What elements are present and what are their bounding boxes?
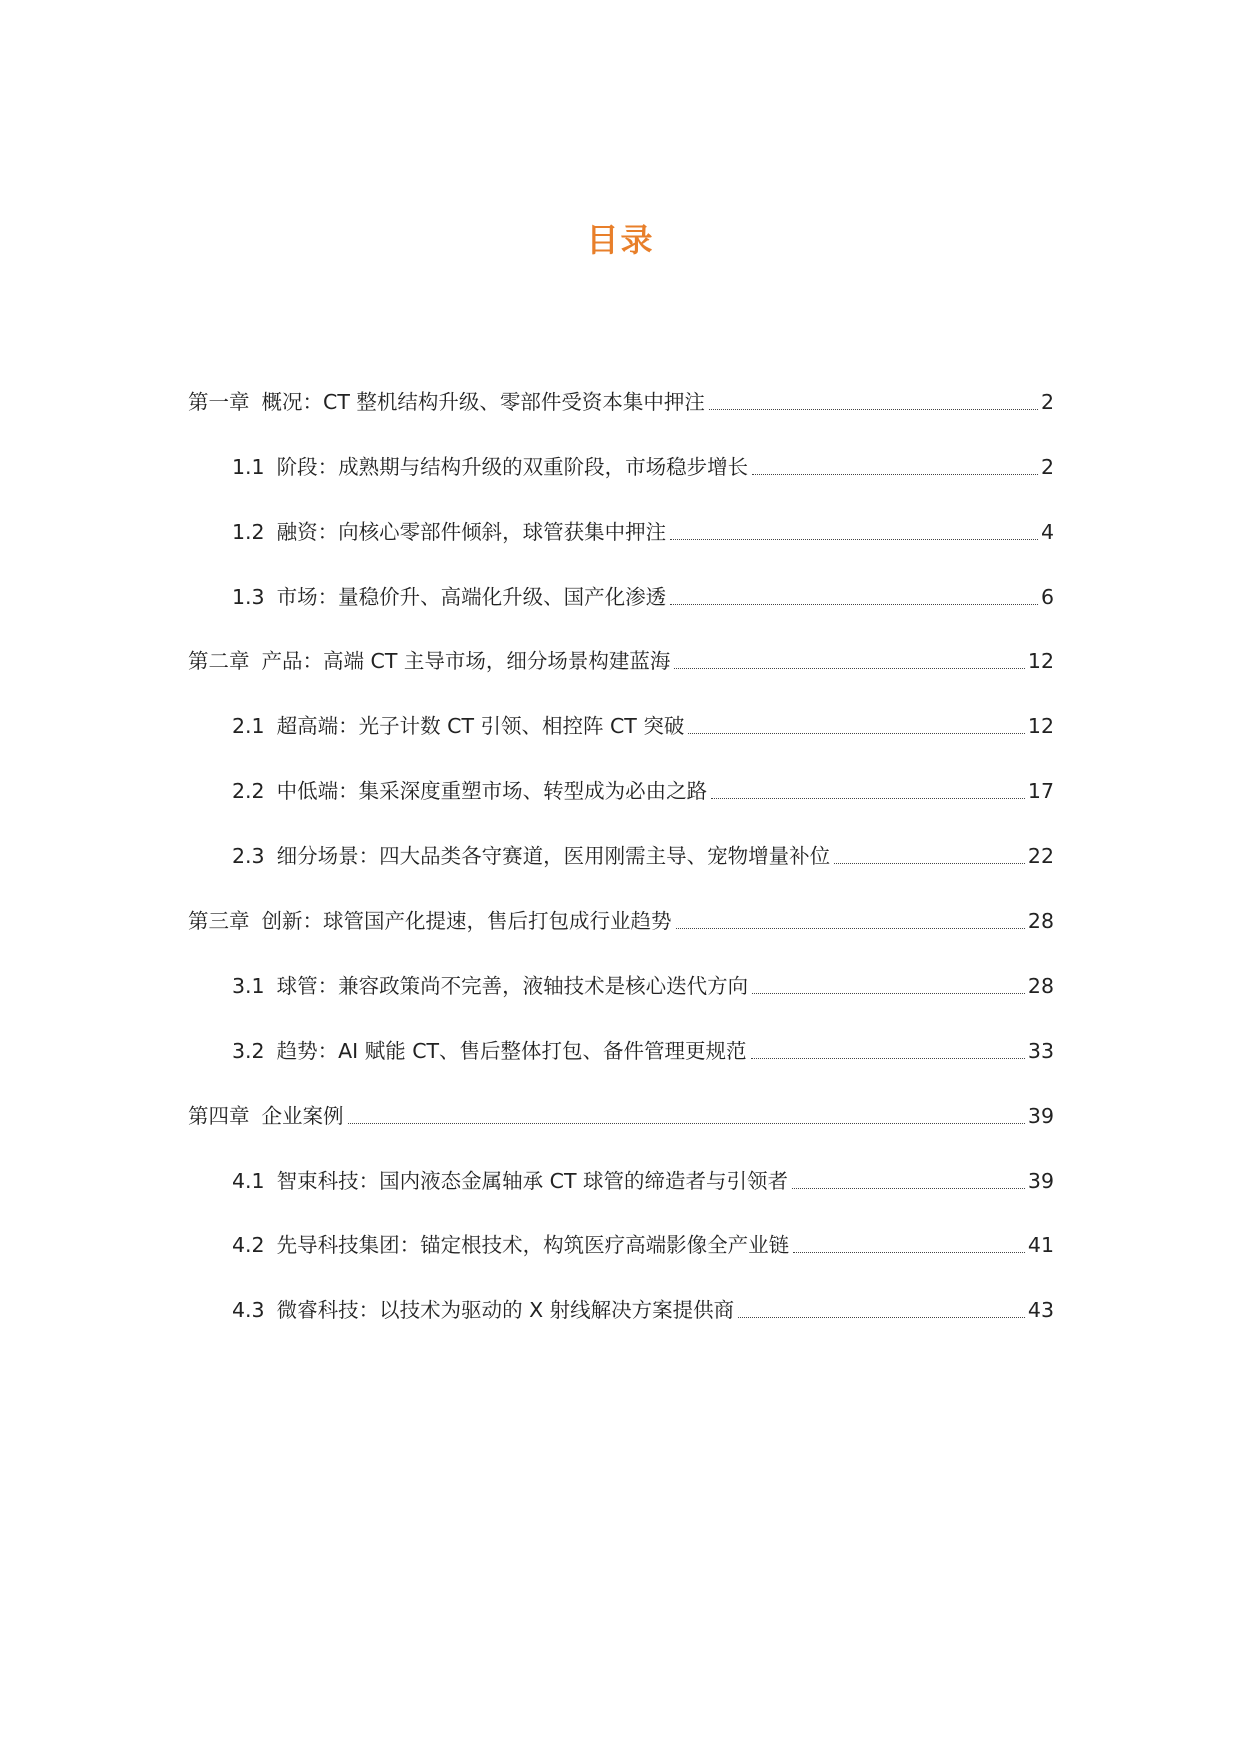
toc-entry-page: 2 xyxy=(1040,454,1054,479)
toc-entry-page: 6 xyxy=(1040,584,1054,609)
toc-dot-leader xyxy=(676,928,1025,929)
toc-entry-title: 超高端：光子计数 CT 引领、相控阵 CT 突破 xyxy=(276,714,685,739)
toc-entry-title: 市场：量稳价升、高端化升级、国产化渗透 xyxy=(276,584,667,609)
toc-entry-title: 先导科技集团：锚定根技术，构筑医疗高端影像全产业链 xyxy=(276,1233,790,1258)
toc-entry-page: 43 xyxy=(1027,1298,1054,1323)
toc-entry-number: 4.1 xyxy=(232,1168,265,1193)
toc-entry-page: 17 xyxy=(1027,779,1054,804)
toc-entry-title: 产品：高端 CT 主导市场，细分场景构建蓝海 xyxy=(261,649,671,674)
toc-entry-chapter-3[interactable] xyxy=(188,871,1054,936)
toc-entry-number: 4.3 xyxy=(232,1298,265,1323)
page-title: 目录 xyxy=(586,221,655,259)
toc-entry-page: 28 xyxy=(1027,909,1054,934)
toc-entry-chapter-4[interactable] xyxy=(188,1066,1054,1131)
toc-dot-leader xyxy=(834,863,1025,864)
toc-dot-leader xyxy=(751,1058,1025,1059)
toc-entry-title: 智束科技：国内液态金属轴承 CT 球管的缔造者与引领者 xyxy=(276,1168,788,1193)
toc-entry-title: 中低端：集采深度重塑市场、转型成为必由之路 xyxy=(276,779,708,804)
toc-entry-page: 2 xyxy=(1040,389,1054,414)
toc-entry-title: 概况：CT 整机结构升级、零部件受资本集中押注 xyxy=(261,389,705,414)
toc-entry-4-2[interactable] xyxy=(188,1196,1054,1261)
toc-entry-chapter-2[interactable] xyxy=(188,612,1054,677)
toc-entry-page: 39 xyxy=(1027,1103,1054,1128)
toc-entry-number: 2.1 xyxy=(232,714,265,739)
toc-entry-1-2[interactable] xyxy=(188,482,1054,547)
toc-entry-number: 第二章 xyxy=(188,649,250,674)
toc-entry-number: 第一章 xyxy=(188,389,250,414)
toc-entry-number: 2.3 xyxy=(232,844,265,869)
toc-entry-1-1[interactable] xyxy=(188,417,1054,482)
toc-entry-4-3[interactable] xyxy=(188,1260,1054,1325)
toc-dot-leader xyxy=(670,539,1038,540)
toc-entry-number: 4.2 xyxy=(232,1233,265,1258)
toc-entry-title: 融资：向核心零部件倾斜，球管获集中押注 xyxy=(276,519,667,544)
toc-entry-chapter-1[interactable] xyxy=(188,352,1054,417)
toc-entry-number: 3.1 xyxy=(232,973,265,998)
toc-dot-leader xyxy=(688,733,1025,734)
toc-entry-number: 3.2 xyxy=(232,1038,265,1063)
toc-entry-page: 39 xyxy=(1027,1168,1054,1193)
toc-entry-page: 12 xyxy=(1027,714,1054,739)
toc-entry-number: 第四章 xyxy=(188,1103,250,1128)
toc-entry-page: 33 xyxy=(1027,1038,1054,1063)
toc-entry-title: 球管：兼容政策尚不完善，液轴技术是核心迭代方向 xyxy=(276,973,749,998)
toc-dot-leader xyxy=(792,1188,1025,1189)
toc-entry-title: 阶段：成熟期与结构升级的双重阶段，市场稳步增长 xyxy=(276,454,749,479)
toc-entry-2-3[interactable] xyxy=(188,806,1054,871)
toc-entry-page: 22 xyxy=(1027,844,1054,869)
toc-entry-number: 2.2 xyxy=(232,779,265,804)
toc-entry-3-1[interactable] xyxy=(188,936,1054,1001)
toc-entry-1-3[interactable] xyxy=(188,547,1054,612)
toc-dot-leader xyxy=(348,1123,1025,1124)
toc-entry-2-2[interactable] xyxy=(188,741,1054,806)
toc-entry-title: 创新：球管国产化提速，售后打包成行业趋势 xyxy=(261,909,672,934)
table-of-contents xyxy=(188,352,1054,1325)
toc-dot-leader xyxy=(674,668,1025,669)
toc-dot-leader xyxy=(752,474,1038,475)
toc-entry-number: 1.2 xyxy=(232,519,265,544)
toc-entry-page: 12 xyxy=(1027,649,1054,674)
toc-entry-title: 微睿科技：以技术为驱动的 X 射线解决方案提供商 xyxy=(276,1298,735,1323)
toc-entry-number: 1.1 xyxy=(232,454,265,479)
toc-entry-title: 细分场景：四大品类各守赛道，医用刚需主导、宠物增量补位 xyxy=(276,844,831,869)
toc-dot-leader xyxy=(793,1252,1025,1253)
toc-entry-number: 1.3 xyxy=(232,584,265,609)
toc-dot-leader xyxy=(752,993,1025,994)
toc-dot-leader xyxy=(711,798,1025,799)
toc-entry-number: 第三章 xyxy=(188,909,250,934)
toc-dot-leader xyxy=(709,409,1038,410)
toc-entry-title: 企业案例 xyxy=(261,1103,344,1128)
toc-entry-2-1[interactable] xyxy=(188,676,1054,741)
toc-entry-3-2[interactable] xyxy=(188,1001,1054,1066)
toc-dot-leader xyxy=(738,1317,1025,1318)
toc-entry-page: 41 xyxy=(1027,1233,1054,1258)
toc-entry-4-1[interactable] xyxy=(188,1131,1054,1196)
toc-entry-page: 4 xyxy=(1040,519,1054,544)
toc-entry-title: 趋势：AI 赋能 CT、售后整体打包、备件管理更规范 xyxy=(276,1038,747,1063)
toc-entry-page: 28 xyxy=(1027,973,1054,998)
toc-dot-leader xyxy=(670,604,1038,605)
